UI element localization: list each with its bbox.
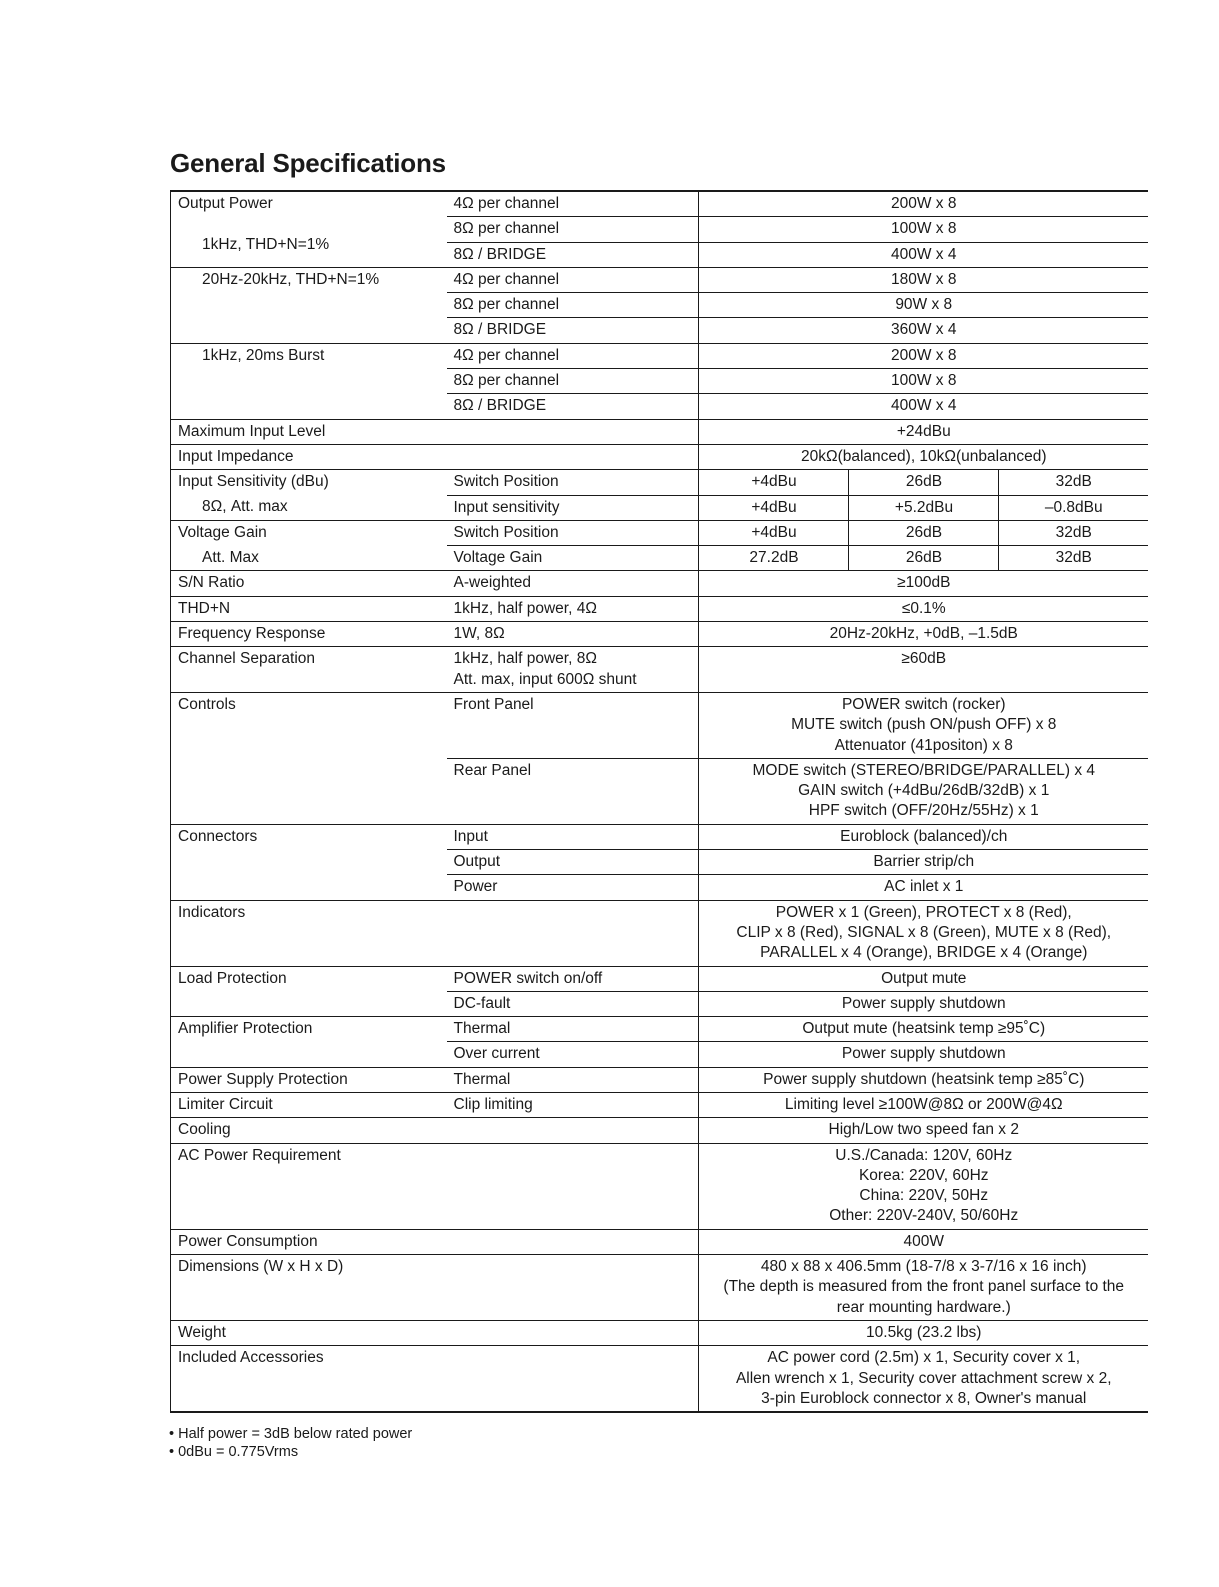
spec-value: +24dBu [699,419,1148,444]
spec-condition: DC-fault [447,991,699,1016]
table-row [171,1118,1148,1143]
table-row [171,1320,1148,1345]
spec-condition: 1kHz, half power, 4Ω [447,596,699,621]
spec-condition [447,1346,699,1412]
spec-label: THD+N [171,596,447,621]
spec-label: AC Power Requirement [171,1143,447,1229]
spec-value: Limiting level ≥100W@8Ω or 200W@4Ω [699,1092,1148,1117]
spec-value: POWER switch (rocker) MUTE switch (push ON/push OFF) x 8 Attenuator (41positon) x 8 [699,692,1148,758]
table-row [171,191,1148,217]
spec-condition [447,1255,699,1321]
table-row [171,1143,1148,1229]
table-row [171,267,1148,292]
spec-condition [447,444,699,469]
table-row [171,966,1148,991]
table-row [171,520,1148,545]
spec-value: 200W x 8 [699,191,1148,217]
footnotes [169,1425,412,1461]
spec-label: S/N Ratio [171,571,447,596]
spec-value: U.S./Canada: 120V, 60Hz Korea: 220V, 60Hz China: 220V, 50Hz Other: 220V-240V, 50/60Hz [699,1143,1148,1229]
spec-condition [447,419,699,444]
spec-value: +5.2dBu [849,495,999,520]
spec-sublabel: 8Ω, Att. max [171,495,447,520]
spec-condition: Input sensitivity [447,495,699,520]
spec-condition [447,900,699,966]
spec-condition [447,1118,699,1143]
spec-value: Power supply shutdown [699,1042,1148,1067]
spec-value: Barrier strip/ch [699,850,1148,875]
table-row [171,596,1148,621]
spec-value: 100W x 8 [699,217,1148,242]
spec-value: +4dBu [699,520,849,545]
spec-value: 32dB [999,470,1148,495]
spec-value: 27.2dB [699,546,849,571]
spec-label: Channel Separation [171,647,447,693]
spec-label: Limiter Circuit [171,1092,447,1117]
spec-condition: Output [447,850,699,875]
spec-condition: Thermal [447,1067,699,1092]
spec-label: Cooling [171,1118,447,1143]
spec-label: Voltage Gain [171,520,447,545]
spec-condition: Power [447,875,699,900]
spec-value: 360W x 4 [699,318,1148,343]
spec-value: 400W x 4 [699,242,1148,267]
table-row [171,692,1148,758]
spec-value: AC inlet x 1 [699,875,1148,900]
spec-label: Included Accessories [171,1346,447,1412]
table-row [171,470,1148,495]
spec-value: 400W [699,1229,1148,1254]
spec-label: Weight [171,1320,447,1345]
spec-value: +4dBu [699,470,849,495]
spec-sublabel: Att. Max [171,546,447,571]
spec-condition: 1kHz, half power, 8Ω Att. max, input 600Ω shunt [447,647,699,693]
spec-condition: Rear Panel [447,758,699,824]
table-row [171,1229,1148,1254]
spec-condition: Voltage Gain [447,546,699,571]
spec-value: 200W x 8 [699,343,1148,368]
spec-condition: Switch Position [447,470,699,495]
spec-condition: Input [447,824,699,849]
spec-value: ≥100dB [699,571,1148,596]
spec-value: 32dB [999,520,1148,545]
spec-condition: Thermal [447,1017,699,1042]
table-row [171,622,1148,647]
table-row [171,1092,1148,1117]
spec-value: Power supply shutdown [699,991,1148,1016]
spec-condition: 8Ω per channel [447,369,699,394]
spec-label: Frequency Response [171,622,447,647]
spec-condition: 8Ω / BRIDGE [447,242,699,267]
spec-label: Input Sensitivity (dBu) [171,470,447,495]
spec-label: Load Protection [171,966,447,1017]
spec-value: 26dB [849,520,999,545]
spec-label: Amplifier Protection [171,1017,447,1068]
spec-value: High/Low two speed fan x 2 [699,1118,1148,1143]
table-row [171,824,1148,849]
table-row [171,647,1148,693]
spec-condition: A-weighted [447,571,699,596]
table-row [171,444,1148,469]
spec-label: 20Hz-20kHz, THD+N=1% [171,267,447,343]
spec-value: 20kΩ(balanced), 10kΩ(unbalanced) [699,444,1148,469]
spec-condition: 8Ω / BRIDGE [447,394,699,419]
spec-value: MODE switch (STEREO/BRIDGE/PARALLEL) x 4 GAIN switch (+4dBu/26dB/32dB) x 1 HPF switch (OFF/20Hz/55Hz) x 1 [699,758,1148,824]
spec-value: 32dB [999,546,1148,571]
spec-label: Indicators [171,900,447,966]
spec-condition: 4Ω per channel [447,343,699,368]
spec-condition: POWER switch on/off [447,966,699,991]
spec-condition: 8Ω per channel [447,217,699,242]
spec-value: Output mute [699,966,1148,991]
spec-condition: 8Ω / BRIDGE [447,318,699,343]
spec-value: 90W x 8 [699,293,1148,318]
spec-value: 26dB [849,470,999,495]
spec-label: Controls [171,692,447,824]
spec-condition: 4Ω per channel [447,267,699,292]
table-row [171,343,1148,368]
spec-condition: Switch Position [447,520,699,545]
table-row [171,571,1148,596]
spec-label: Power Supply Protection [171,1067,447,1092]
footnote: • 0dBu = 0.775Vrms [169,1444,299,1460]
spec-value: 400W x 4 [699,394,1148,419]
spec-condition [447,1143,699,1229]
spec-value: 480 x 88 x 406.5mm (18-7/8 x 3-7/16 x 16 inch) (The depth is measured from the front panel surface to the rear mounting hardware.) [699,1255,1148,1321]
table-row [171,419,1148,444]
spec-label: Dimensions (W x H x D) [171,1255,447,1321]
page-title: General Specifications [170,148,446,178]
spec-value: +4dBu [699,495,849,520]
spec-condition: 8Ω per channel [447,293,699,318]
table-row [171,495,1148,520]
spec-value: 180W x 8 [699,267,1148,292]
table-row [171,1017,1148,1042]
spec-value: 20Hz-20kHz, +0dB, –1.5dB [699,622,1148,647]
spec-condition: Front Panel [447,692,699,758]
spec-value: Euroblock (balanced)/ch [699,824,1148,849]
spec-condition: Clip limiting [447,1092,699,1117]
spec-label: Input Impedance [171,444,447,469]
spec-value: ≥60dB [699,647,1148,693]
table-row [171,1255,1148,1321]
spec-condition [447,1320,699,1345]
spec-value: POWER x 1 (Green), PROTECT x 8 (Red), CLIP x 8 (Red), SIGNAL x 8 (Green), MUTE x 8 (Red), PARALLEL x 4 (Orange), BRIDGE x 4 (Orange) [699,900,1148,966]
spec-value: AC power cord (2.5m) x 1, Security cover x 1, Allen wrench x 1, Security cover attachment screw x 2, 3-pin Euroblock connector x 8, Owner's manual [699,1346,1148,1412]
spec-label: Connectors [171,824,447,900]
table-row [171,546,1148,571]
spec-value: ≤0.1% [699,596,1148,621]
spec-condition: Over current [447,1042,699,1067]
spec-condition: 1W, 8Ω [447,622,699,647]
spec-table [170,190,1148,1413]
footnote: • Half power = 3dB below rated power [169,1426,413,1442]
spec-condition: 4Ω per channel [447,191,699,217]
spec-value: 100W x 8 [699,369,1148,394]
spec-label: Power Consumption [171,1229,447,1254]
spec-value: –0.8dBu [999,495,1148,520]
spec-value: Output mute (heatsink temp ≥95˚C) [699,1017,1148,1042]
spec-label: Output Power 1kHz, THD+N=1% [171,191,447,267]
spec-value: 26dB [849,546,999,571]
spec-condition [447,1229,699,1254]
table-row [171,1346,1148,1412]
spec-value: Power supply shutdown (heatsink temp ≥85˚C) [699,1067,1148,1092]
spec-value: 10.5kg (23.2 lbs) [699,1320,1148,1345]
spec-label: Maximum Input Level [171,419,447,444]
spec-label: 1kHz, 20ms Burst [171,343,447,419]
table-row [171,1067,1148,1092]
table-row [171,900,1148,966]
